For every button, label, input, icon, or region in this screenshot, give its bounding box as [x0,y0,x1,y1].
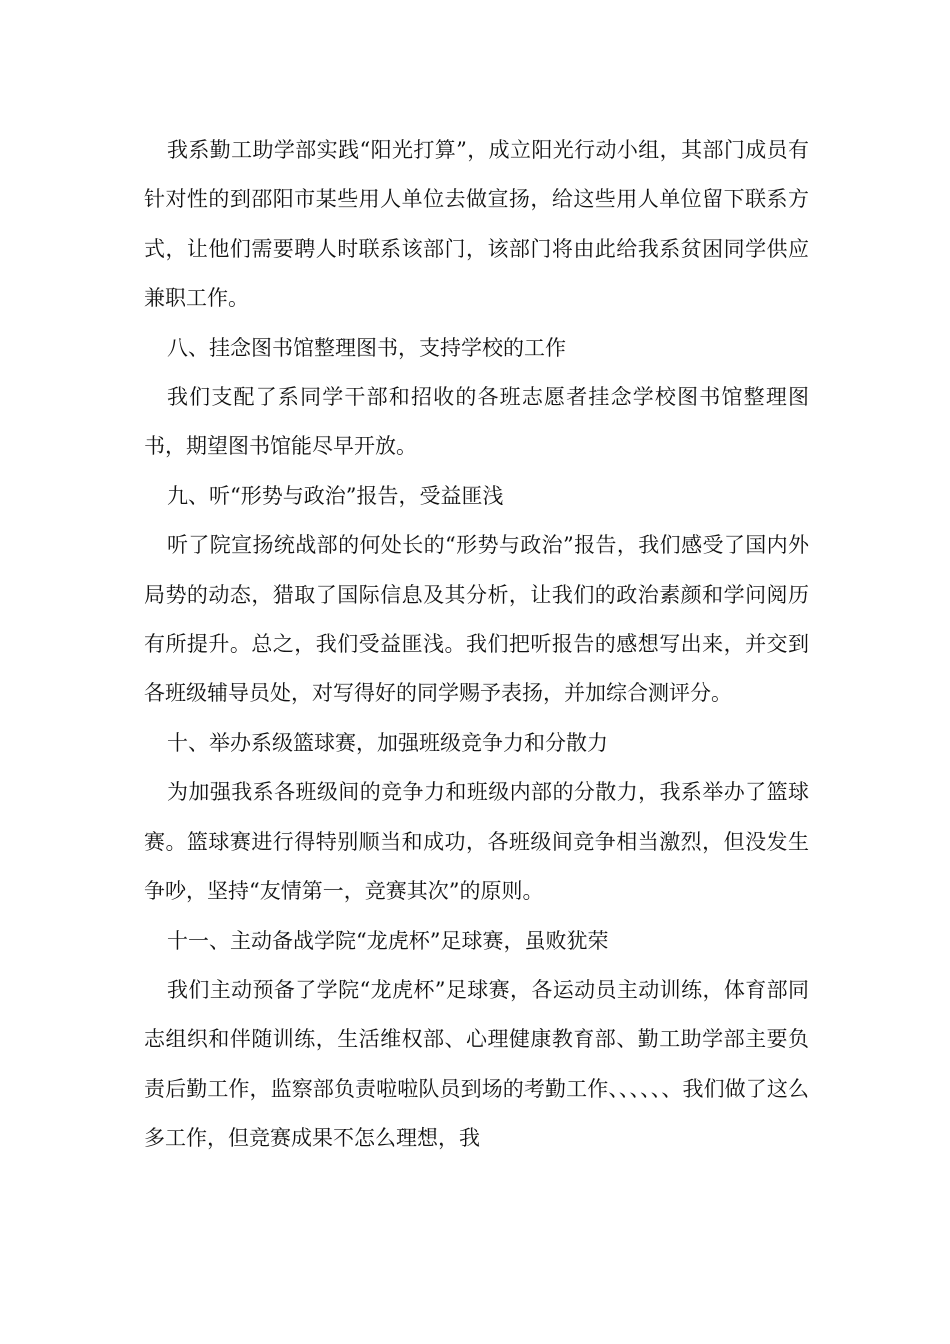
section-heading-9: 九、听“形势与政治”报告，受益匪浅 [167,483,504,508]
paragraph-report: 听了院宣扬统战部的何处长的“形势与政治”报告，我们感受了国内外局势的动态，猎取了国际信息及其分析，让我们的政治素颜和学问阅历有所提升。总之，我们受益匪浅。我们把听报告的感想写出来，并交到各班级辅导员处，对写得好的同学赐予表扬，并加综合测评分。 [144,533,809,706]
section-heading-8: 八、挂念图书馆整理图书，支持学校的工作 [167,335,566,360]
paragraph-library: 我们支配了系同学干部和招收的各班志愿者挂念学校图书馆整理图书，期望图书馆能尽早开放。 [144,385,809,459]
section-heading-11: 十一、主动备战学院“龙虎杯”足球赛，虽败犹荣 [167,928,609,953]
paragraph-work-study: 我系勤工助学部实践“阳光打算”，成立阳光行动小组，其部门成员有针对性的到邵阳市某些用人单位去做宣扬，给这些用人单位留下联系方式，让他们需要聘人时联系该部门，该部门将由此给我系贫困同学供应兼职工作。 [144,138,809,311]
document-body [144,126,809,1164]
section-heading-10: 十、举办系级篮球赛，加强班级竞争力和分散力 [167,730,608,755]
paragraph-football: 我们主动预备了学院“龙虎杯”足球赛，各运动员主动训练，体育部同志组织和伴随训练，生活维权部、心理健康教育部、勤工助学部主要负责后勤工作，监察部负责啦啦队员到场的考勤工作、、、、、、我们做了这么多工作，但竞赛成果不怎么理想，我 [144,977,809,1151]
paragraph-basketball: 为加强我系各班级间的竞争力和班级内部的分散力，我系举办了篮球赛。篮球赛进行得特别顺当和成功，各班级间竞争相当激烈，但没发生争吵，坚持“友情第一，竞赛其次”的原则。 [144,780,809,904]
